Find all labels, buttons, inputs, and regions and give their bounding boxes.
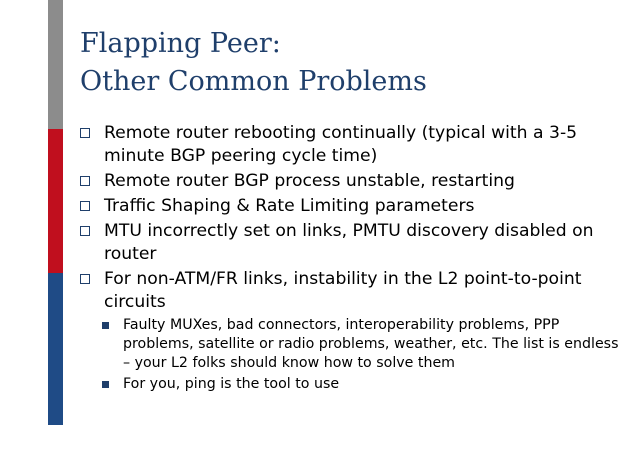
filled-square-icon bbox=[102, 381, 109, 388]
hollow-square-icon bbox=[80, 201, 90, 211]
sub-bullet-item bbox=[102, 375, 620, 394]
sub-bullet-list bbox=[102, 316, 620, 394]
bullet-text: For non-ATM/FR links, instability in the L2 point-to-point circuits bbox=[104, 269, 582, 312]
accent-bar-red bbox=[48, 129, 63, 273]
accent-bar-blue bbox=[48, 273, 63, 425]
hollow-square-icon bbox=[80, 274, 90, 284]
bullet-item bbox=[80, 220, 620, 266]
bullet-item bbox=[80, 170, 620, 193]
hollow-square-icon bbox=[80, 176, 90, 186]
slide-title bbox=[80, 25, 427, 101]
hollow-square-icon bbox=[80, 128, 90, 138]
bullet-text: MTU incorrectly set on links, PMTU discovery disabled on router bbox=[104, 221, 594, 264]
bullet-item bbox=[80, 268, 620, 314]
bullet-item bbox=[80, 195, 620, 218]
bullet-item bbox=[80, 122, 620, 168]
sub-bullet-text: Faulty MUXes, bad connectors, interoperability problems, PPP problems, satellite or radio problems, weather, etc. The list is endless – your L2 folks should know how to solve them bbox=[123, 317, 619, 371]
accent-bar-gray bbox=[48, 0, 63, 129]
title-line-2: Other Common Problems bbox=[80, 66, 427, 97]
bullet-text: Traffic Shaping & Rate Limiting parameters bbox=[104, 196, 475, 216]
bullet-text: Remote router BGP process unstable, restarting bbox=[104, 171, 515, 191]
bullet-text: Remote router rebooting continually (typical with a 3-5 minute BGP peering cycle time) bbox=[104, 123, 578, 166]
sub-bullet-text: For you, ping is the tool to use bbox=[123, 376, 340, 392]
title-line-1: Flapping Peer: bbox=[80, 28, 281, 59]
hollow-square-icon bbox=[80, 226, 90, 236]
bullet-list bbox=[80, 122, 620, 396]
sub-bullet-item bbox=[102, 316, 620, 373]
filled-square-icon bbox=[102, 322, 109, 329]
